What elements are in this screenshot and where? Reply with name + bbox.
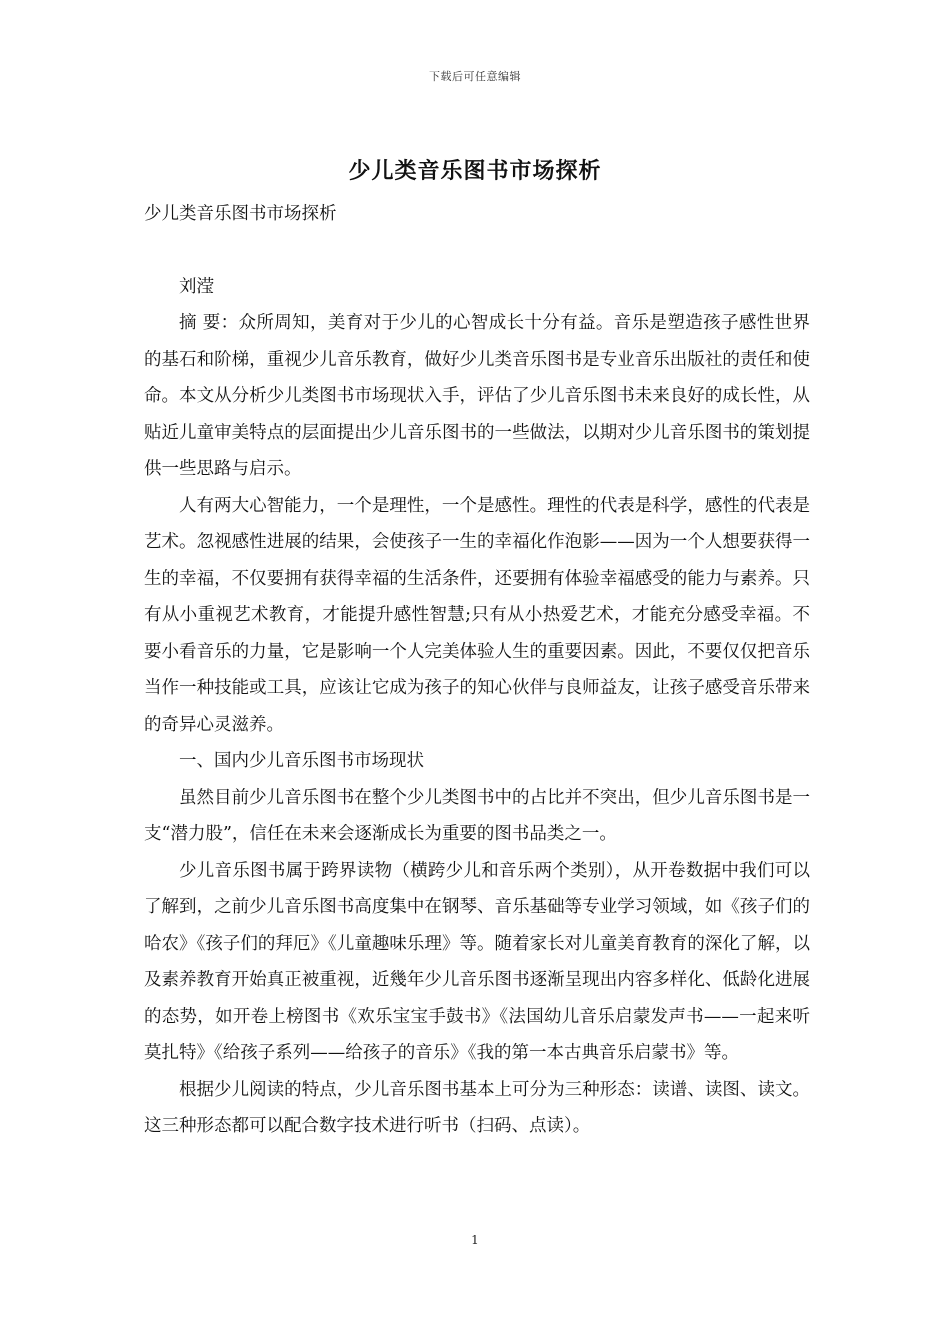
author: 刘滢 (179, 276, 214, 297)
section-heading: 一、国内少儿音乐图书市场现状 (179, 751, 424, 771)
document-body (144, 196, 810, 1145)
body-paragraph: 虽然目前少儿音乐图书在整个少儿类图书中的占比并不突出，但少儿音乐图书是一支“潜力股”，信任在未来会逐渐成长为重要的图书品类之一。 (144, 787, 810, 844)
document-title: 少儿类音乐图书市场探析 (348, 158, 602, 184)
body-paragraph: 根据少儿阅读的特点，少儿音乐图书基本上可分为三种形态：读谱、读图、读文。这三种形态都可以配合数字技术进行听书（扫码、点读）。 (144, 1079, 810, 1136)
body-paragraph: 少儿音乐图书属于跨界读物（横跨少儿和音乐两个类别），从开卷数据中我们可以了解到，之前少儿音乐图书高度集中在钢琴、音乐基础等专业学习领域，如《孩子们的哈农》《孩子们的拜厄》《儿童趣味乐理》等。随着家长对儿童美育教育的深化了解，以及素养教育开始真正被重视，近幾年少儿音乐图书逐渐呈现出内容多样化、低龄化进展的态势，如开卷上榜图书《欢乐宝宝手鼓书》《法国幼儿音乐启蒙发声书——一起来听莫扎特》《给孩子系列——给孩子的音乐》《我的第一本古典音乐启蒙书》等。 (144, 860, 810, 1063)
header-note: 下载后可任意编辑 (429, 70, 521, 83)
abstract-paragraph: 摘 要：众所周知，美育对于少儿的心智成长十分有益。音乐是塑造孩子感性世界的基石和阶梯，重视少儿音乐教育，做好少儿类音乐图书是专业音乐出版社的责任和使命。本文从分析少儿类图书市场现状入手，评估了少儿音乐图书未来良好的成长性，从贴近儿童审美特点的层面提出少儿音乐图书的一些做法，以期对少儿音乐图书的策划提供一些思路与启示。 (144, 313, 810, 479)
body-paragraph: 人有两大心智能力，一个是理性，一个是感性。理性的代表是科学，感性的代表是艺术。忽视感性进展的结果，会使孩子一生的幸福化作泡影——因为一个人想要获得一生的幸福，不仅要拥有获得幸福的生活条件，还要拥有体验幸福感受的能力与素养。只有从小重视艺术教育，才能提升感性智慧;只有从小热爱艺术，才能充分感受幸福。不要小看音乐的力量，它是影响一个人完美体验人生的重要因素。因此，不要仅仅把音乐当作一种技能或工具，应该让它成为孩子的知心伙伴与良师益友，让孩子感受音乐带来的奇异心灵滋养。 (144, 495, 810, 735)
page-number: 1 (471, 1233, 479, 1247)
subtitle: 少儿类音乐图书市场探析 (144, 204, 337, 224)
